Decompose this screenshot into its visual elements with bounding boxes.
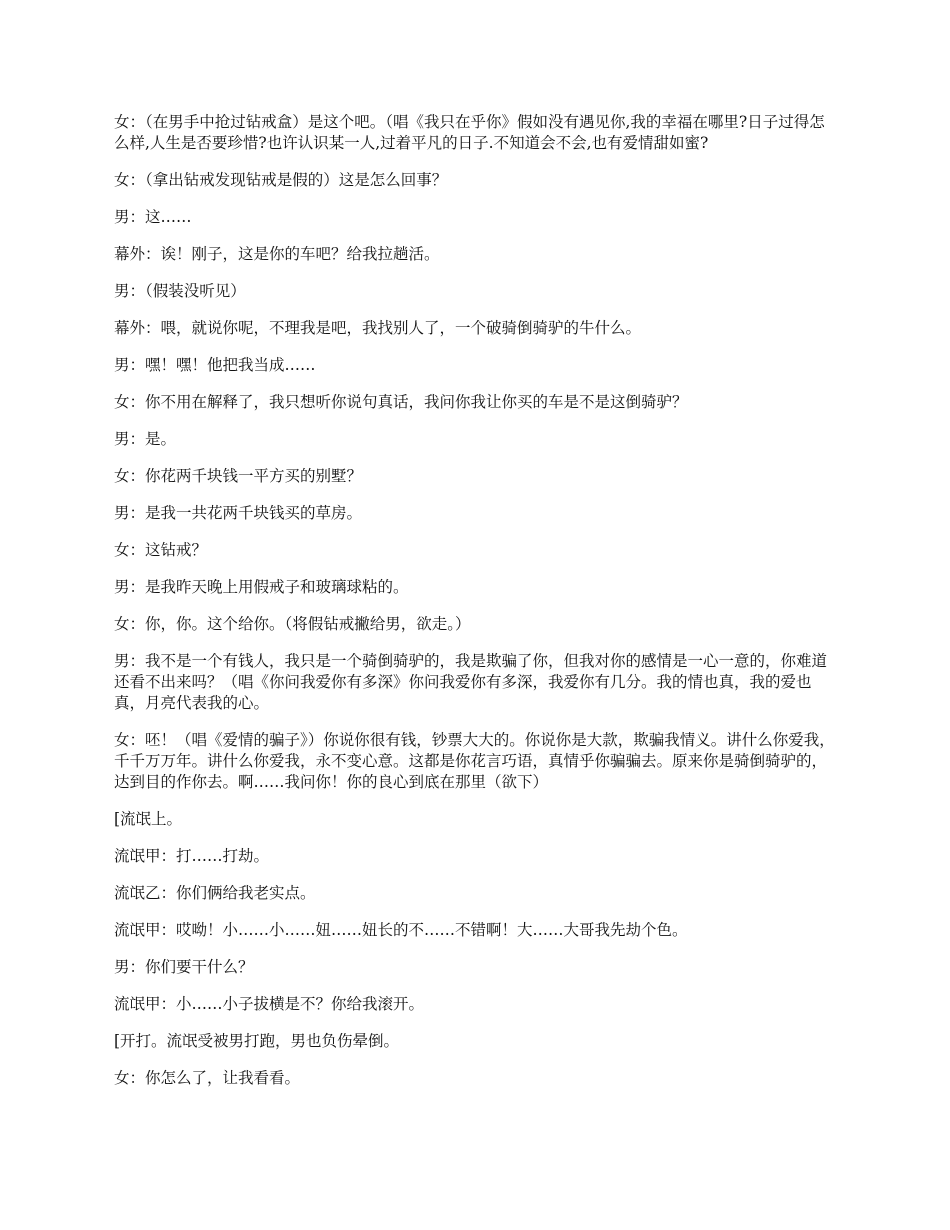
script-line: 男：（假装没听见）	[114, 282, 246, 300]
script-line: 男：嘿！嘿！他把我当成……	[114, 356, 316, 374]
script-line: 流氓乙：你们俩给我老实点。	[114, 884, 316, 902]
script-line: 女：（拿出钻戒发现钻戒是假的）这是怎么回事？	[114, 171, 448, 189]
script-line: 流氓甲：小……小子拔横是不？你给我滚开。	[114, 995, 425, 1013]
script-line: 女：你怎么了，让我看看。	[114, 1069, 301, 1087]
script-line: 女：你花两千块钱一平方买的别墅？	[114, 467, 363, 485]
script-line: 男：你们要干什么？	[114, 958, 254, 976]
script-line: 幕外：喂，就说你呢，不理我是吧，我找别人了，一个破骑倒骑驴的牛什么。	[114, 319, 642, 337]
script-line: 男：是我昨天晚上用假戒子和玻璃球粘的。	[114, 578, 409, 596]
script-line: 幕外：诶！刚子，这是你的车吧？给我拉趟活。	[114, 245, 440, 263]
stage-direction: [开打。流氓受被男打跑，男也负伤晕倒。	[114, 1032, 400, 1050]
script-line: 女：呸！（唱《爱情的骗子》）你说你很有钱，钞票大大的。你说你是大款，欺骗我情义。讲什么你爱我，千千万万年。讲什么你爱我，永不变心意。这都是你花言巧语，真情乎你骗骗去。原来你是骑倒骑驴的，达到目的作你去。啊……我问你！你的良心到底在那里（欲下）	[114, 731, 835, 791]
script-line: 男：是我一共花两千块钱买的草房。	[114, 504, 363, 522]
script-line: 流氓甲：打……打劫。	[114, 847, 270, 865]
script-line: 女：（在男手中抢过钻戒盒）是这个吧。（唱《我只在乎你》假如没有遇见你,我的幸福在哪里?日子过得怎么样,人生是否要珍惜?也许认识某一人,过着平凡的日子.不知道会不会,也有爱情甜如蜜?	[114, 113, 825, 152]
script-line: 女：你，你。这个给你。（将假钻戒撇给男，欲走。）	[114, 615, 471, 633]
script-line: 女：你不用在解释了，我只想听你说句真话，我问你我让你买的车是不是这倒骑驴？	[114, 393, 688, 411]
script-line: 流氓甲：哎呦！小……小……妞……妞长的不……不错啊！大……大哥我先劫个色。	[114, 921, 688, 939]
script-line: 男：我不是一个有钱人，我只是一个骑倒骑驴的，我是欺骗了你，但我对你的感情是一心一意的，你难道还看不出来吗？（唱《你问我爱你有多深》你问我爱你有多深，我爱你有几分。我的情也真，我的爱也真，月亮代表我的心。	[114, 652, 828, 712]
script-line: 男：是。	[114, 430, 177, 448]
stage-direction: [流氓上。	[114, 810, 183, 828]
script-line: 女：这钻戒？	[114, 541, 208, 559]
script-line: 男：这……	[114, 208, 192, 226]
